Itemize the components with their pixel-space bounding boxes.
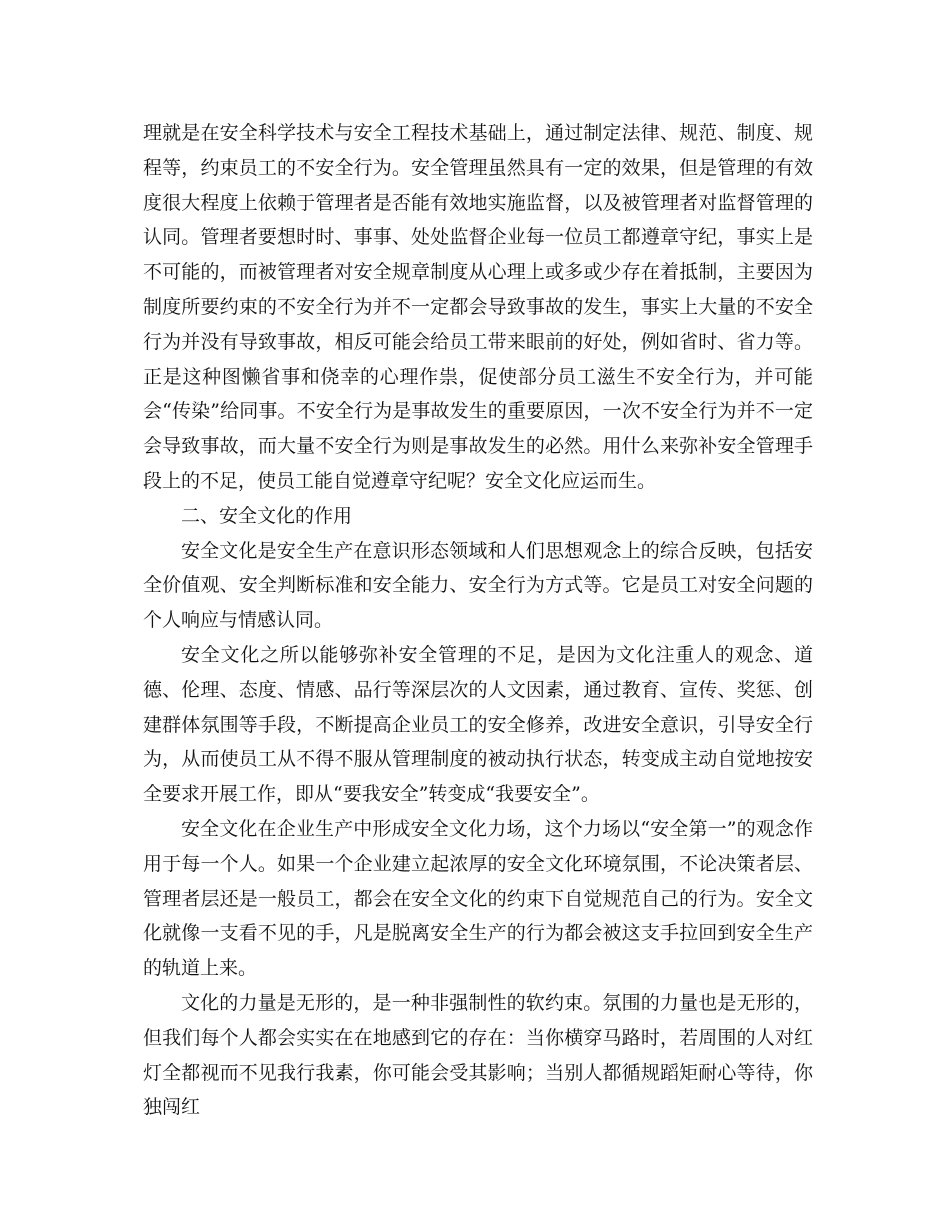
paragraph-reason: 安全文化之所以能够弥补安全管理的不足，是因为文化注重人的观念、道德、伦理、态度、情感、品行等深层次的人文因素，通过教育、宣传、奖惩、创建群体氛围等手段，不断提高企业员工的安全修养，改进安全意识，引导安全行为，从而使员工从不得不服从管理制度的被动执行状态，转变成主动自觉地按安全要求开展工作，即从“要我安全”转变成“我要安全”。 xyxy=(143,643,813,806)
section-heading: 二、安全文化的作用 xyxy=(181,504,353,527)
paragraph-invisible-force: 文化的力量是无形的，是一种非强制性的软约束。氛围的力量也是无形的，但我们每个人都会实实在在地感到它的存在：当你横穿马路时，若周围的人对红灯全都视而不见我行我素，你可能会受其影响；当别人都循规蹈矩耐心等待，你独闯红 xyxy=(143,991,813,1119)
document-page xyxy=(143,116,813,1125)
paragraph-definition: 安全文化是安全生产在意识形态领域和人们思想观念上的综合反映，包括安全价值观、安全判断标准和安全能力、安全行为方式等。它是员工对安全问题的个人响应与情感认同。 xyxy=(143,539,813,632)
paragraph-force-field: 安全文化在企业生产中形成安全文化力场，这个力场以“安全第一”的观念作用于每一个人。如果一个企业建立起浓厚的安全文化环境氛围，不论决策者层、管理者层还是一般员工，都会在安全文化的约束下自觉规范自己的行为。安全文化就像一支看不见的手，凡是脱离安全生产的行为都会被这支手拉回到安全生产的轨道上来。 xyxy=(143,817,813,980)
paragraph-continuation: 理就是在安全科学技术与安全工程技术基础上，通过制定法律、规范、制度、规程等，约束员工的不安全行为。安全管理虽然具有一定的效果，但是管理的有效度很大程度上依赖于管理者是否能有效地实施监督，以及被管理者对监督管理的认同。管理者要想时时、事事、处处监督企业每一位员工都遵章守纪，事实上是不可能的，而被管理者对安全规章制度从心理上或多或少存在着抵制，主要因为制度所要约束的不安全行为并不一定都会导致事故的发生，事实上大量的不安全行为并没有导致事故，相反可能会给员工带来眼前的好处，例如省时、省力等。正是这种图懒省事和侥幸的心理作祟，促使部分员工滋生不安全行为，并可能会“传染”给同事。不安全行为是事故发生的重要原因，一次不安全行为并不一定会导致事故，而大量不安全行为则是事故发生的必然。用什么来弥补安全管理手段上的不足，使员工能自觉遵章守纪呢？安全文化应运而生。 xyxy=(143,122,813,492)
